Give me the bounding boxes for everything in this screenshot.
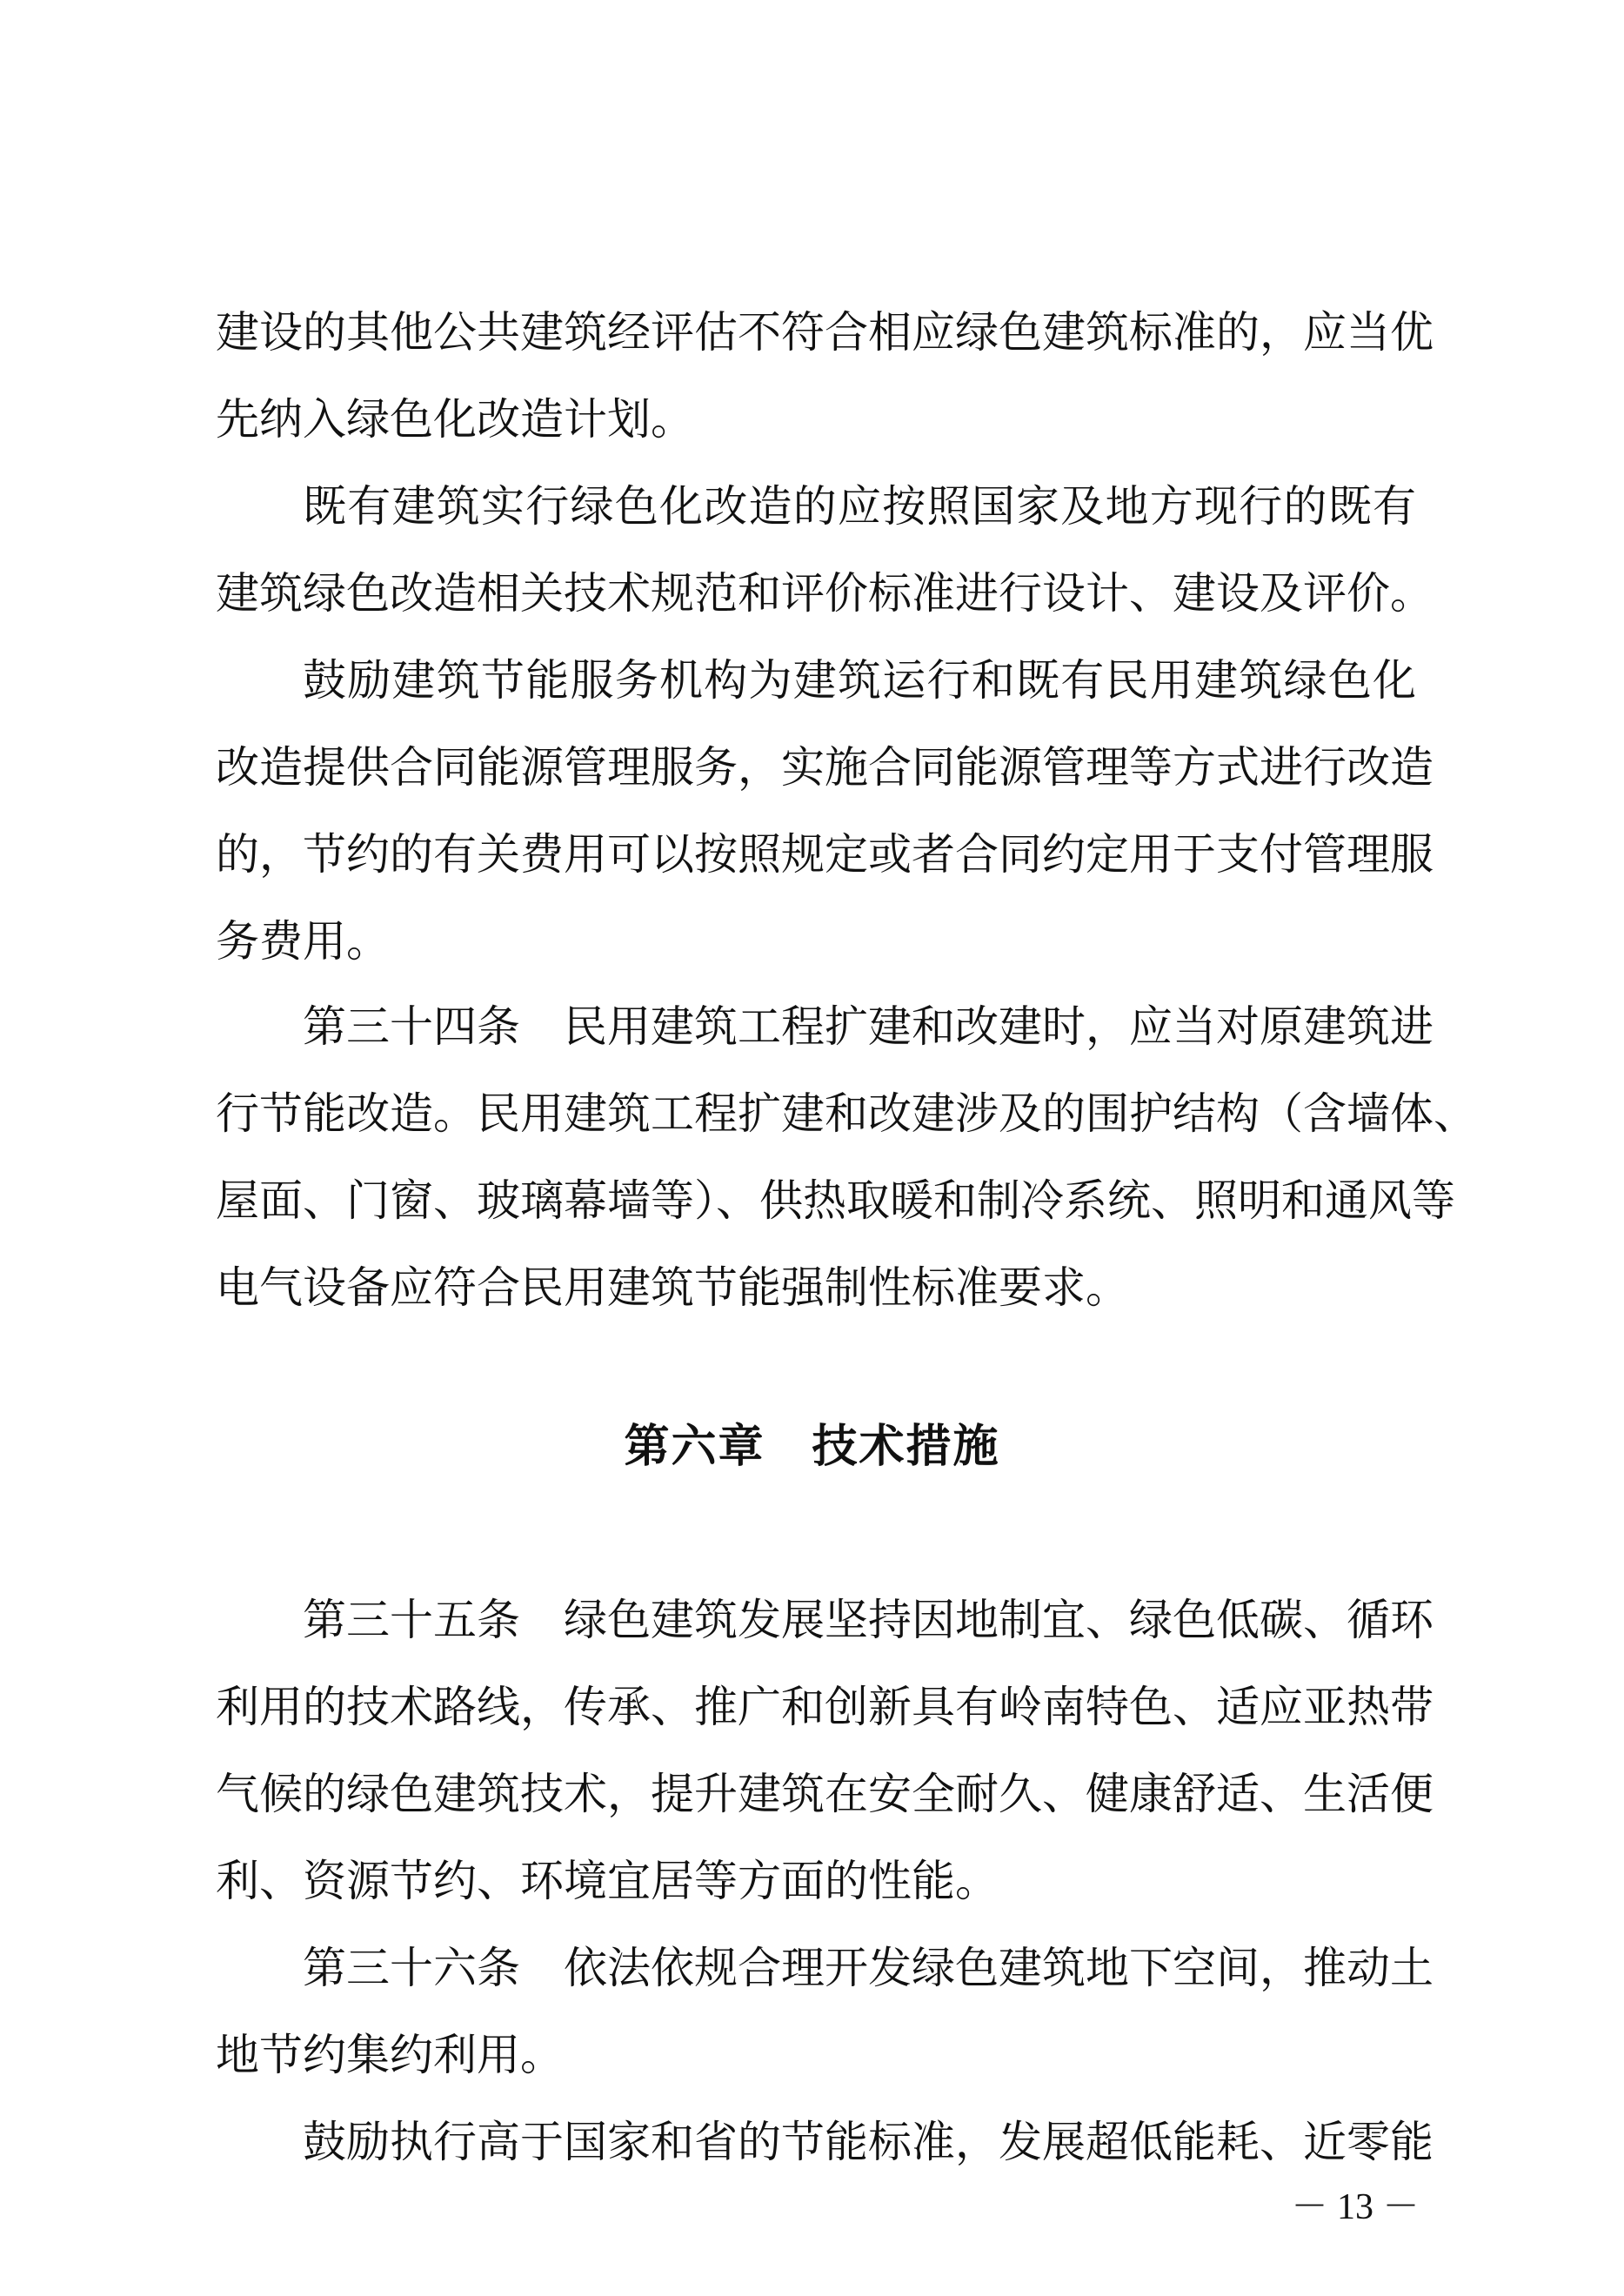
paragraph-line: 建筑绿色改造相关技术规范和评价标准进行设计、建设及评价。 [216, 568, 1434, 619]
article-36-line [303, 1942, 1434, 1994]
paragraph-line: 电气设备应符合民用建筑节能强制性标准要求。 [216, 1262, 1129, 1313]
article-34-line [303, 1001, 1434, 1053]
paragraph-line: 鼓励建筑节能服务机构为建筑运行和既有民用建筑绿色化 [303, 655, 1416, 706]
article-text: 依法依规合理开发绿色建筑地下空间，推动土 [564, 1943, 1434, 1993]
paragraph-line: 先纳入绿色化改造计划。 [216, 394, 694, 445]
article-number: 第三十五条 [303, 1595, 520, 1645]
article-35-line [303, 1594, 1434, 1646]
paragraph-line: 利用的技术路线，传承、推广和创新具有岭南特色、适应亚热带 [216, 1682, 1434, 1732]
chapter-title: 第六章 技术措施 [624, 1421, 1000, 1473]
article-text: 绿色建筑发展坚持因地制宜、绿色低碳、循环 [564, 1595, 1434, 1645]
paragraph-line: 气候的绿色建筑技术，提升建筑在安全耐久、健康舒适、生活便 [216, 1769, 1434, 1819]
article-number: 第三十六条 [303, 1943, 520, 1993]
paragraph-line: 改造提供合同能源管理服务，实施合同能源管理等方式进行改造 [216, 742, 1434, 793]
paragraph-line: 建设的其他公共建筑经评估不符合相应绿色建筑标准的，应当优 [216, 307, 1434, 358]
article-number: 第三十四条 [303, 1001, 520, 1052]
page-number: － 13 － [1291, 2187, 1420, 2227]
paragraph-line: 地节约集约利用。 [216, 2030, 564, 2080]
paragraph-line: 的，节约的有关费用可以按照规定或者合同约定用于支付管理服 [216, 829, 1434, 880]
paragraph-line: 既有建筑实行绿色化改造的应按照国家及地方现行的既有 [303, 481, 1416, 532]
paragraph-line: 屋面、门窗、玻璃幕墙等）、供热取暖和制冷系统、照明和通风等 [216, 1175, 1455, 1226]
paragraph-line: 务费用。 [216, 916, 390, 967]
paragraph-line: 行节能改造。民用建筑工程扩建和改建涉及的围护结构（含墙体、 [216, 1088, 1477, 1139]
paragraph-line: 利、资源节约、环境宜居等方面的性能。 [216, 1856, 999, 1906]
article-text: 民用建筑工程扩建和改建时，应当对原建筑进 [564, 1001, 1434, 1052]
paragraph-line: 鼓励执行高于国家和省的节能标准，发展超低能耗、近零能 [303, 2117, 1434, 2167]
